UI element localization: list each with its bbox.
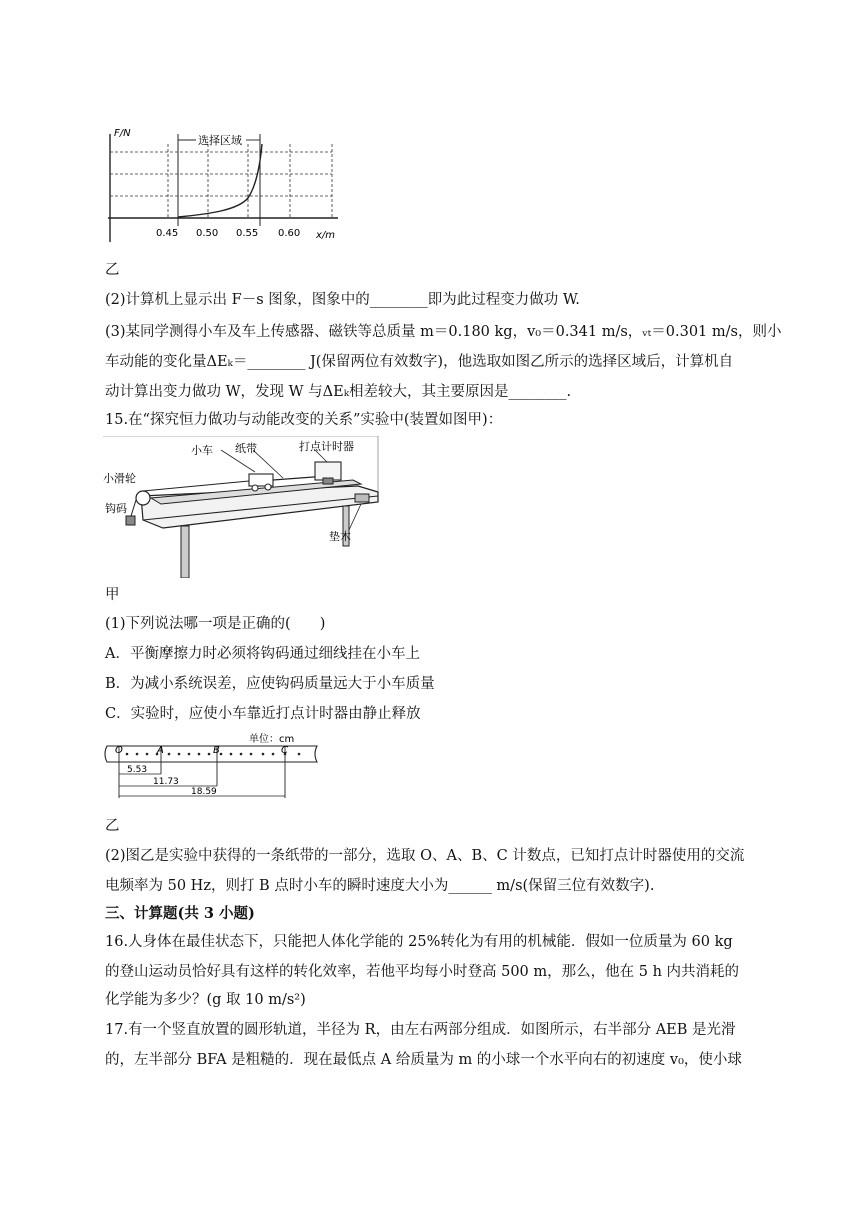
option-c: C．实验时，应使小车靠近打点计时器由静止释放 xyxy=(105,706,421,722)
question-14-part-2: (2)计算机上显示出 F－s 图象，图象中的________即为此过程变力做功 W. xyxy=(105,292,580,308)
block-label: 垫木 xyxy=(329,530,351,543)
apparatus-diagram xyxy=(103,436,383,578)
figure-caption: 甲 xyxy=(105,587,120,603)
figure-caption: 乙 xyxy=(105,818,120,834)
question-15-stem: 15.在“探究恒力做功与动能改变的关系”实验中(装置如图甲)： xyxy=(105,412,503,428)
distance-label: 11.73 xyxy=(153,777,179,787)
region-label: 选择区域 xyxy=(198,134,242,147)
point-label: B xyxy=(213,745,220,756)
tick-label: 0.50 xyxy=(196,228,219,239)
force-displacement-graph xyxy=(100,126,350,248)
point-label: O xyxy=(115,745,123,756)
question-14-part-3: 动计算出变力做功 W，发现 W 与ΔEₖ相差较大，其主要原因是________. xyxy=(105,384,572,400)
distance-label: 18.59 xyxy=(191,787,217,797)
point-label: A xyxy=(157,745,164,756)
point-label: C xyxy=(281,745,288,756)
unit-label: 单位：cm xyxy=(249,734,295,745)
figure-caption: 乙 xyxy=(105,262,120,278)
section-heading: 三、计算题(共 3 小题) xyxy=(105,905,255,922)
tick-label: 0.45 xyxy=(156,228,179,239)
question-15-part-2: 电频率为 50 Hz，则打 B 点时小车的瞬时速度大小为______ m/s(保留三位有效数字). xyxy=(105,878,655,894)
tape-label: 纸带 xyxy=(235,442,257,455)
question-17: 17.有一个竖直放置的圆形轨道，半径为 R，由左右两部分组成．如图所示，右半部分 AEB 是光滑 xyxy=(105,1022,736,1038)
question-16: 化学能为多少？(g 取 10 m/s²) xyxy=(105,992,306,1008)
y-axis-label: F/N xyxy=(114,128,131,139)
question-15-part-2: (2)图乙是实验中获得的一条纸带的一部分，选取 O、A、B、C 计数点，已知打点计时器使用的交流 xyxy=(105,848,745,864)
car-label: 小车 xyxy=(191,444,213,457)
x-axis-label: x/m xyxy=(316,230,336,241)
weight-label: 钩码 xyxy=(105,502,127,515)
question-16: 的登山运动员恰好具有这样的转化效率，若他平均每小时登高 500 m，那么，他在 5 h 内共消耗的 xyxy=(105,964,740,980)
option-a: A．平衡摩擦力时必须将钩码通过细线挂在小车上 xyxy=(105,646,420,662)
question-14-part-3: (3)某同学测得小车及车上传感器、磁铁等总质量 m＝0.180 kg，v₀＝0.341 m/s，ᵥₜ＝0.301 m/s，则小 xyxy=(105,324,782,340)
tick-label: 0.55 xyxy=(236,228,259,239)
tick-label: 0.60 xyxy=(278,228,301,239)
timer-label: 打点计时器 xyxy=(299,440,354,453)
option-b: B．为减小系统误差，应使钩码质量远大于小车质量 xyxy=(105,676,435,692)
question-17: 的，左半部分 BFA 是粗糙的．现在最低点 A 给质量为 m 的小球一个水平向右的初速度 v₀，使小球 xyxy=(105,1052,742,1068)
paper-tape-diagram xyxy=(103,732,323,802)
pulley-label: 小滑轮 xyxy=(103,472,136,485)
distance-label: 5.53 xyxy=(127,765,148,775)
question-16: 16.人身体在最佳状态下，只能把人体化学能的 25%转化为有用的机械能．假如一位质量为 60 kg xyxy=(105,934,733,950)
question-14-part-3: 车动能的变化量ΔEₖ＝________ J(保留两位有效数字)，他选取如图乙所示的选择区域后，计算机自 xyxy=(105,354,734,370)
question-15-part-1: (1)下列说法哪一项是正确的( ) xyxy=(105,616,326,632)
